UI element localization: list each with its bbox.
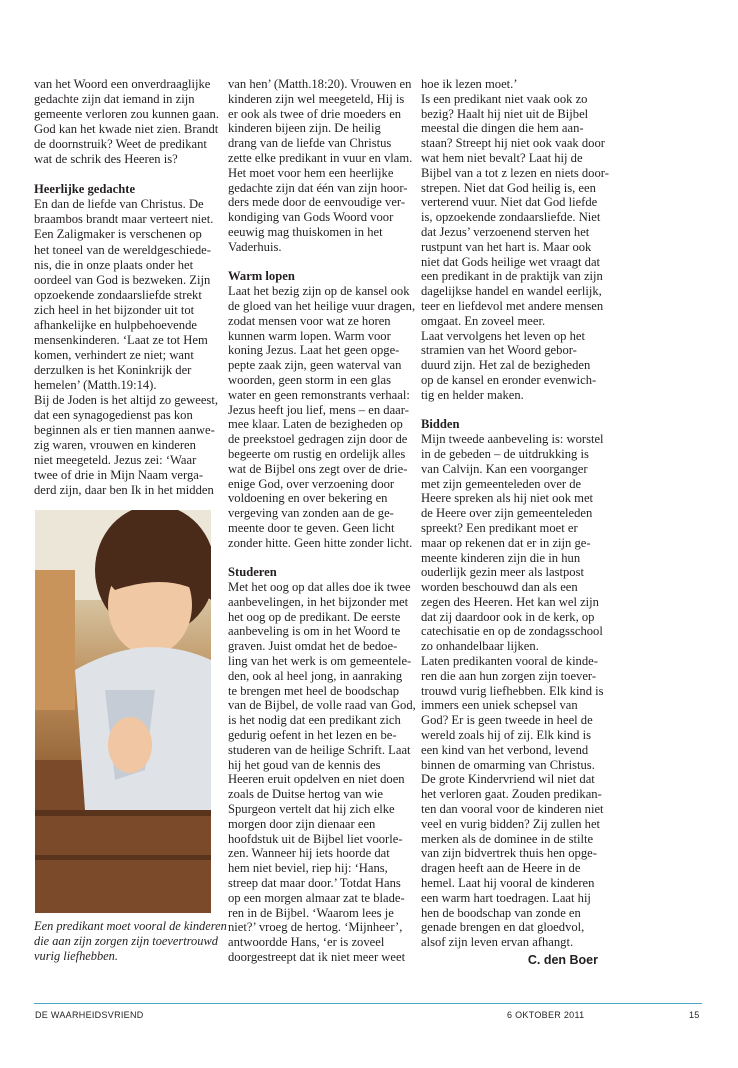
text-line: komen, verhindert ze niet; want [34,347,194,362]
text-line: ren in de Bijbel. ‘Waarom lees je [228,905,394,920]
photo-praying-child [35,510,211,913]
text-line: gemeente verloren zou kunnen gaan. [34,107,219,122]
text-line: hij het goud van de kennis des [228,757,381,772]
text-line: begeerte om rustig en ordelijk alles [228,446,406,461]
text-line: worden beschouwd dan als een [421,580,578,595]
text-line: ling van het werk is om gemeentele- [228,654,412,669]
text-line: zoals de Duitse hertog van wie [228,787,383,802]
text-line: omgaat. En zoveel meer. [421,313,546,328]
text-line: het verloren gaat. Zouden predikan- [421,787,602,802]
author-signature: C. den Boer [527,953,598,967]
text-line: Een Zaligmaker is verschenen op [34,227,202,242]
text-line: van zijn bidvertrek thuis hen opge- [421,846,597,861]
text-line: de gloed van het heilige vuur dragen, [228,298,416,313]
text-line: met zijn gemeenteleden over de [421,476,582,491]
text-line: is het nodig dat een predikant zich [228,713,401,728]
text-line: drang van de liefde van Christus [228,136,392,151]
text-line: oordeel van God is bezweken. Zijn [34,272,211,287]
text-line: niet meegeteld. Jezus zei: ‘Waar [34,453,197,468]
text-line: duurd zijn. Het zal de bezigheden [421,358,591,373]
text-line: van hen’ (Matth.18:20). Vrouwen en [228,77,412,91]
footer-rule [34,1003,702,1004]
text-line: vergeving van zonden aan de ge- [228,506,394,521]
text-line: verterend vuur. Niet dat God liefde [421,195,598,210]
text-line: ouderlijk gezin meer als lastpost [421,565,584,580]
section-heading: Bidden [421,417,460,432]
text-line: zegen des Heeren. Het kan wel zijn [421,594,599,609]
text-line: water en geen remonstrants verhaal: [228,387,410,402]
text-line: hem niet beviel, riep hij: ‘Hans, [228,861,388,876]
text-line: kinderen bijeen zijn. De heilig [228,121,381,136]
text-line: teer en liefdevol met andere mensen [421,298,604,313]
text-line: Jezus heeft jou lief, mens – en daar- [228,402,409,417]
text-line: God? Er is geen tweede in heel de [421,713,593,728]
text-line: van Calvijn. Kan een voorganger [421,461,588,476]
text-line: het oog op de predikant. De eerste [228,609,401,624]
text-line: bezig? Haalt hij niet uit de Bijbel [421,106,589,121]
caption-line: die aan zijn zorgen zijn toevertrouwd [34,934,218,949]
text-line: staan? Streept hij niet ook vaak door [421,136,605,151]
text-line: trouwd vurig liefhebben. Elk kind is [421,683,604,698]
text-line: nis, die in onze plaats onder het [34,257,194,272]
caption-line: Een predikant moet vooral de kinderen [34,919,227,933]
text-line: dragen heeft aan de Heere in de [421,861,581,876]
text-line: Mijn tweede aanbeveling is: worstel [421,432,604,447]
text-line: gedurig oefent in het lezen en be- [228,728,397,743]
text-line: strepen. Niet dat God heilig is, een [421,180,596,195]
text-line: eeuwig mag thuiskomen in het [228,224,383,239]
section-heading: Warm lopen [228,269,295,284]
text-line: een predikant in de praktijk van zijn [421,269,603,284]
text-line: tig en helder maken. [421,387,524,402]
text-line: twee of drie in Mijn Naam verga- [34,468,204,483]
text-line: te brengen met heel de boodschap [228,683,399,698]
text-line: zen. Wanneer hij iets hoorde dat [228,846,390,861]
text-line: immers een uniek schepsel van [421,698,578,713]
text-line: een warm hart toedragen. Laat hij [421,890,591,905]
text-line: hemel. Laat hij vooral de kinderen [421,876,595,891]
text-line: hoe ik lezen moet.’ [421,77,518,91]
photo-caption [34,919,227,965]
text-line: zodat mensen voor wat ze horen [228,313,391,328]
text-line: morgen door zijn dienaar een [228,816,376,831]
text-line: genade brengen en dat gloedvol, [421,920,585,935]
text-line: hemelen’ (Matth.19:14). [34,377,157,392]
text-line: Is een predikant niet vaak ook zo [421,91,588,106]
text-line: braambos brandt maar verteert niet. [34,212,214,227]
paragraph-gap [228,551,414,566]
text-line: derzulken is het Koninkrijk der [34,362,192,377]
text-line: beginnen als er tien mannen aanwe- [34,423,215,438]
text-line: ren die aan hun zorgen zijn toever- [421,668,597,683]
footer-page-number: 15 [689,1010,700,1020]
text-line: maar op rekenen dat er in zijn ge- [421,535,591,550]
article-column-1 [34,77,220,498]
text-line: wat de Bijbel ons zegt over de drie- [228,461,408,476]
text-line: opzoekende zondaarsliefde strekt [34,287,202,302]
section-heading: Heerlijke gedachte [34,182,136,197]
text-line: God kan het kwade niet zien. Brandt [34,122,219,137]
text-line: derd zijn, daar ben Ik in het midden [34,483,214,498]
text-line: enige God, over verzoening door [228,476,395,491]
text-line: kunnen warm lopen. Warm voor [228,328,391,343]
text-line: gedachte zijn dat één van zijn hoor- [228,180,408,195]
text-line: rustpunt van het hart is. Maar ook [421,239,592,254]
paragraph-gap [228,255,414,270]
footer-publication: DE WAARHEIDSVRIEND [35,1010,144,1020]
text-line: En dan de liefde van Christus. De [34,197,204,212]
text-line: meente door te geven. Geen licht [228,520,395,535]
text-line: meente kinderen zijn die in hun [421,550,581,565]
text-line: in de gebeden – de uitdrukking is [421,446,589,461]
text-line: Laten predikanten vooral de kinde- [421,654,598,669]
text-line: voldoening en over bekering en [228,491,388,506]
text-line: gedachte zijn dat iemand in zijn [34,92,195,107]
text-line: zich heel in het bijzonder uit tot [34,302,195,317]
text-line: van de Bijbel, de volle raad van God, [228,698,416,713]
text-line: op de kansel en eronder evenwich- [421,372,597,387]
text-line: antwoordde Hans, ‘er is zoveel [228,935,385,950]
text-line: graven. Juist omdat het de bedoe- [228,639,398,654]
text-line: Laat het bezig zijn op de kansel ook [228,284,410,299]
text-line: de preekstoel gedragen zijn door de [228,432,408,447]
text-line: ten dan vooral voor de kinderen niet [421,802,604,817]
text-line: Heeren eruit opdelven en niet doen [228,772,405,787]
text-line: Spurgeon vertelt dat hij zich elke [228,802,395,817]
text-line: veel en vurig bidden? Zij zullen het [421,816,601,831]
text-line: op een morgen almaar zat te blade- [228,890,405,905]
caption-line: vurig liefhebben. [34,949,118,964]
text-line: Met het oog op dat alles doe ik twee [228,580,411,595]
text-line: de doornstruik? Weet de predikant [34,137,207,152]
text-line: wat de schrik des Heeren is? [34,152,178,167]
text-line: De grote Kindervriend wil niet dat [421,772,595,787]
text-line: catechisatie en op de zondagsschool [421,624,603,639]
text-line: mensenkinderen. ‘Laat ze tot Hem [34,332,208,347]
article-column-2 [228,77,414,965]
text-line: Bij de Joden is het altijd zo geweest, [34,392,218,407]
text-line: dagelijkse handel en wandel eerlijk, [421,284,602,299]
text-line: hoofdstuk uit de Bijbel liet voorle- [228,831,403,846]
text-line: Heere spreken als hij niet ook met [421,491,594,506]
text-line: Laat vervolgens het leven op het [421,328,586,343]
text-line: streep dat maar door.’ Totdat Hans [228,876,401,891]
text-line: wereld zoals hij of zij. Elk kind is [421,728,591,743]
paragraph-gap [421,403,607,418]
text-line: een kind van het verbond, levend [421,742,589,757]
text-line: merken als de dominee in de stilte [421,831,594,846]
text-line: van het Woord een onverdraaglijke [34,77,211,91]
text-line: zette elke predikant in vuur en vlam. [228,150,413,165]
text-line: afhankelijke en hulpbehoevende [34,317,197,332]
text-line: dat een synagogedienst pas kon [34,408,193,423]
text-line: Het moet voor hem een heerlijke [228,165,394,180]
text-line: studeren van de heilige Schrift. Laat [228,742,411,757]
paragraph-gap [34,167,220,182]
text-line: binnen de omarming van Christus. [421,757,595,772]
text-line: Vaderhuis. [228,239,282,254]
text-line: niet?’ vroeg de hertog. ‘Mijnheer’, [228,920,403,935]
text-line: stramien van het Woord gebor- [421,343,577,358]
text-line: niet dat Gods heilige wet vraagt dat [421,254,601,269]
text-line: is, opzoekende zondaarsliefde. Niet [421,210,601,225]
text-line: dat Jezus’ verzoenend sterven het [421,224,590,239]
text-line: alsof zijn leven ervan afhangt. [421,935,574,950]
text-line: dat zij daardoor ook in de kerk, op [421,609,595,624]
text-line: woorden, geen storm in een glas [228,372,391,387]
footer-date: 6 OKTOBER 2011 [507,1010,585,1020]
text-line: de Heere over zijn gemeenteleden [421,506,593,521]
text-line: doorgestreept dat ik niet meer weet [228,950,406,965]
article-column-3 [421,77,607,950]
text-line: ders mede door de eenvoudige ver- [228,195,406,210]
text-line: zonder hitte. Geen hitte zonder licht. [228,535,413,550]
text-line: aanbevelingen, in het bijzonder met [228,594,409,609]
text-line: den, ook al heel jong, in aanraking [228,668,403,683]
section-heading: Studeren [228,565,277,580]
text-line: koning Jezus. Laat het geen opge- [228,343,400,358]
text-line: kinderen zijn wel meegeteld, Hij is [228,91,405,106]
text-line: meestal die dingen die hem aan- [421,121,584,136]
text-line: aanbeveling is om in het Woord te [228,624,401,639]
text-line: Bijbel van a tot z lezen en niets door- [421,165,609,180]
text-line: pepte zaak zijn, geen waterval van [228,358,402,373]
text-line: er ook als twee of drie moeders en [228,106,402,121]
text-line: kondiging van Gods Woord voor [228,210,394,225]
text-line: zig waren, vrouwen en kinderen [34,438,196,453]
text-line: mee klaar. Laten de bezigheden op [228,417,403,432]
text-line: hen de boodschap van zonde en [421,905,581,920]
text-line: spreekt? Een predikant moet er [421,520,578,535]
text-line: het toneel van de wereldgeschiede- [34,242,211,257]
text-line: zo onhandelbaar lijken. [421,639,539,654]
text-line: wat hem niet bevalt? Laat hij de [421,150,583,165]
